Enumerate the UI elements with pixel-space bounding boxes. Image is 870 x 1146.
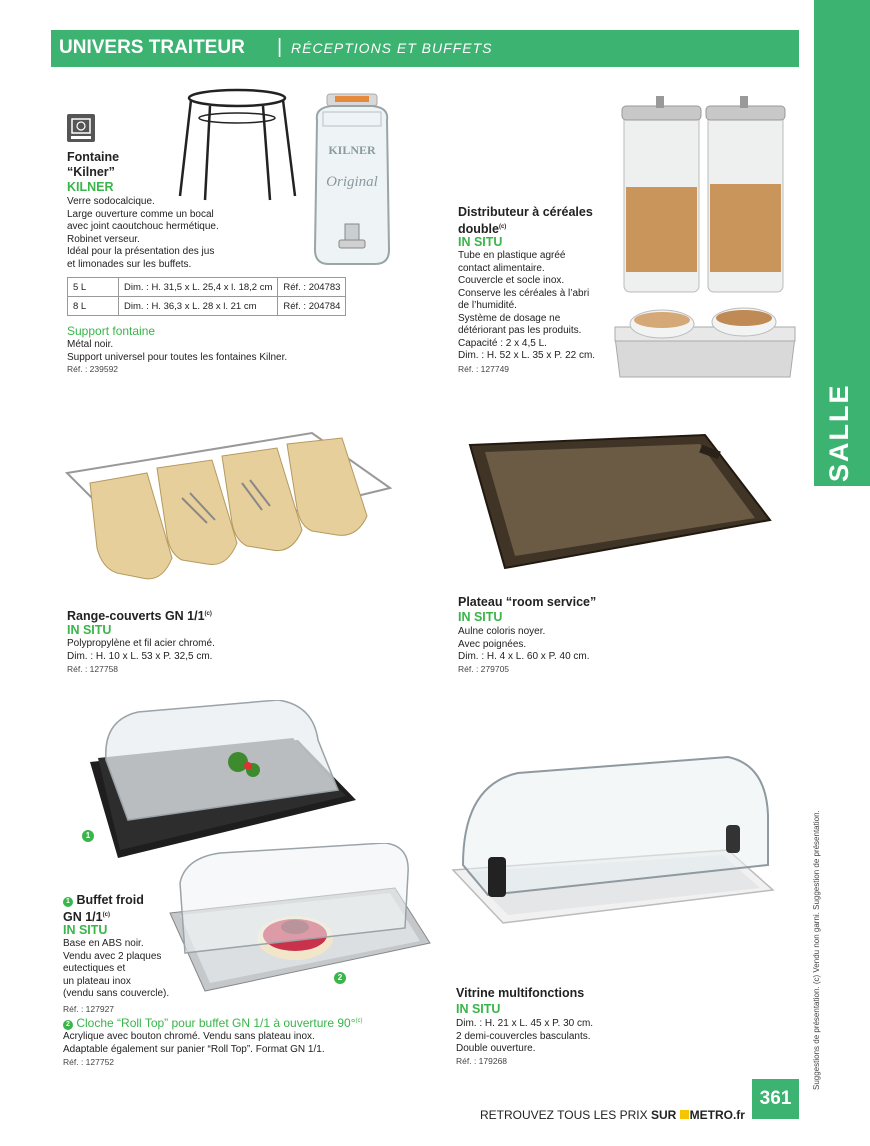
buffet-title-line2: GN 1/1 [63, 910, 103, 925]
table-cell: 8 L [68, 297, 119, 316]
buffet-desc-line: un plateau inox [63, 975, 131, 987]
cereal-title [458, 205, 593, 237]
cereal-desc-line: Couvercle et socle inox. [458, 275, 565, 286]
cereal-brand: IN SITU [458, 235, 503, 249]
buffet-sup: (c) [102, 912, 110, 918]
cloche-ref: Réf. : 127752 [63, 1057, 115, 1067]
vitrine-title: Vitrine multifonctions [456, 986, 585, 1000]
buffet-desc-line: Base en ABS noir. [63, 938, 144, 949]
cereal-desc-line: détériorant pas les produits. [458, 325, 582, 336]
cloche-title-badge: 2 [63, 1020, 73, 1030]
kilner-brand: KILNER [67, 180, 114, 194]
tray-desc-line: Avec poignées. [458, 638, 527, 650]
tray-title: Plateau “room service” [458, 595, 597, 609]
kilner-jar-image [305, 90, 400, 270]
roll-top-cloche-image [165, 843, 435, 993]
cutlery-description [67, 638, 215, 663]
cloche-description [63, 1031, 325, 1056]
table-cell: Réf. : 204783 [278, 278, 346, 297]
cutlery-ref: Réf. : 127758 [67, 664, 119, 674]
buffet-desc-line: (vendu sans couvercle). [63, 988, 170, 999]
footer-text [480, 1108, 745, 1122]
side-tab-label: SALLE [824, 383, 854, 482]
buffet-desc-line: Vendu avec 2 plaques [63, 950, 162, 962]
tray-desc-line: Dim. : H. 4 x L. 60 x P. 40 cm. [458, 651, 590, 662]
buffet-title [63, 893, 144, 925]
table-row [68, 297, 346, 316]
support-desc-line: Support universel pour toutes les fontaines Kilner. [67, 351, 288, 363]
room-service-tray-image [465, 430, 775, 575]
support-title: Support fontaine [67, 324, 156, 338]
cutlery-desc-line: Polypropylène et fil acier chromé. [67, 638, 215, 649]
tray-description [458, 626, 590, 664]
table-cell: 5 L [68, 278, 119, 297]
cutlery-title-text: Range-couverts GN 1/1 [67, 609, 205, 624]
jar-brand-text: KILNER [328, 143, 376, 157]
header-separator: | [277, 36, 283, 58]
presentation-note: Suggestions de présentation. (c) Vendu non garni. Suggestion de présentation. [812, 810, 821, 1090]
table-row [68, 278, 346, 297]
cutlery-title [67, 607, 212, 624]
tray-brand: IN SITU [458, 610, 503, 624]
cereal-title-line2: double [458, 222, 499, 237]
kilner-desc-line: Robinet verseur. [67, 233, 140, 245]
cereal-desc-line: Capacité : 2 x 4,5 L. [458, 337, 547, 349]
table-cell: Réf. : 204784 [278, 297, 346, 316]
dishwasher-icon [67, 114, 95, 142]
table-cell: Dim. : H. 36,3 x L. 28 x l. 21 cm [119, 297, 278, 316]
support-description [67, 339, 287, 364]
footer-sur: SUR [650, 1108, 680, 1122]
support-stand-image [175, 88, 300, 203]
cereal-sup: (c) [498, 224, 507, 230]
header-subtitle: RÉCEPTIONS ET BUFFETS [291, 40, 493, 56]
support-desc-line: Métal noir. [67, 339, 114, 350]
cloche-title [63, 1016, 363, 1030]
side-tab-label-wrap [816, 383, 868, 482]
cereal-dispenser-image [610, 92, 800, 382]
kilner-title-line2: “Kilner” [67, 165, 115, 179]
kilner-desc-line: avec joint caoutchouc hermétique. [67, 221, 219, 232]
buffet-ref: Réf. : 127927 [63, 1004, 115, 1014]
cloche-desc-line: Acrylique avec bouton chromé. Vendu sans plateau inox. [63, 1031, 315, 1042]
header-bar [51, 30, 799, 67]
kilner-title [67, 150, 119, 180]
cereal-desc-line: contact alimentaire. [458, 262, 545, 274]
page-number: 361 [752, 1079, 799, 1119]
kilner-title-line1: Fontaine [67, 150, 120, 164]
tray-ref: Réf. : 279705 [458, 664, 510, 674]
badge-2: 2 [334, 972, 346, 984]
jar-original-text: Original [326, 174, 378, 190]
cloche-sup: (c) [355, 1018, 363, 1024]
cutlery-holder-image [62, 428, 392, 593]
buffet-cold-image [88, 700, 360, 860]
cereal-title-line1: Distributeur à céréales [458, 205, 593, 219]
buffet-description [63, 938, 169, 1001]
header-title: UNIVERS TRAITEUR [59, 37, 245, 58]
buffet-title-line1: Buffet froid [76, 893, 144, 907]
kilner-desc-line: Verre sodocalcique. [67, 196, 155, 207]
tray-desc-line: Aulne coloris noyer. [458, 626, 546, 637]
side-tab [814, 0, 870, 486]
kilner-spec-table [67, 277, 346, 316]
badge-1: 1 [82, 830, 94, 842]
table-cell: Dim. : H. 31,5 x L. 25,4 x l. 18,2 cm [119, 278, 278, 297]
cereal-desc-line: Tube en plastique agréé [458, 250, 566, 261]
cloche-title-text: Cloche “Roll Top” pour buffet GN 1/1 à ouverture 90° [76, 1016, 356, 1030]
vitrine-brand: IN SITU [456, 1002, 501, 1016]
metro-logo-icon [680, 1110, 689, 1119]
footer-brand[interactable]: METRO.fr [689, 1108, 745, 1122]
cutlery-desc-line: Dim. : H. 10 x L. 53 x P. 32,5 cm. [67, 650, 213, 662]
vitrine-ref: Réf. : 179268 [456, 1056, 508, 1066]
vitrine-image [448, 755, 778, 927]
cutlery-brand: IN SITU [67, 623, 112, 637]
cereal-description [458, 250, 618, 363]
kilner-description [67, 196, 297, 271]
buffet-brand: IN SITU [63, 923, 108, 937]
cereal-desc-line: Conserve les céréales à l’abri [458, 287, 590, 299]
buffet-desc-line: eutectiques et [63, 963, 126, 974]
vitrine-description [456, 1018, 593, 1056]
kilner-desc-line: Idéal pour la présentation des jus [67, 246, 215, 257]
cloche-desc-line: Adaptable également sur panier “Roll Top”. Format GN 1/1. [63, 1043, 325, 1055]
vitrine-desc-line: Double ouverture. [456, 1043, 536, 1054]
kilner-desc-line: et limonades sur les buffets. [67, 258, 192, 270]
cereal-desc-line: Système de dosage ne [458, 312, 561, 324]
buffet-title-badge: 1 [63, 897, 73, 907]
cereal-desc-line: de l’humidité. [458, 300, 517, 311]
cereal-desc-line: Dim. : H. 52 x L. 35 x P. 22 cm. [458, 350, 596, 361]
cutlery-sup: (c) [204, 611, 212, 617]
cereal-ref: Réf. : 127749 [458, 364, 510, 374]
vitrine-desc-line: Dim. : H. 21 x L. 45 x P. 30 cm. [456, 1018, 594, 1029]
support-ref: Réf. : 239592 [67, 364, 119, 374]
footer-prefix: RETROUVEZ TOUS LES PRIX [480, 1108, 651, 1122]
kilner-desc-line: Large ouverture comme un bocal [67, 208, 214, 220]
vitrine-desc-line: 2 demi-couvercles basculants. [456, 1030, 591, 1042]
